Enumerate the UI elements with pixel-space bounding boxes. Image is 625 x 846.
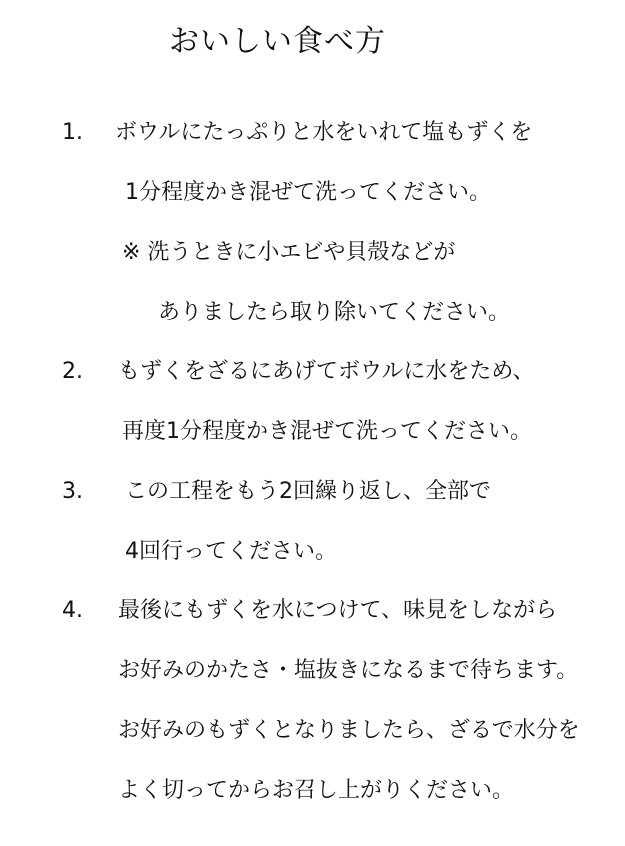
step-2-line-2: 再度1分程度かき混ぜて洗ってください。	[122, 419, 532, 444]
page-title: おいしい食べ方	[169, 24, 386, 59]
step-1-line-2: 1分程度かき混ぜて洗ってください。	[125, 180, 491, 205]
step-4-line-3: お好みのもずくとなりましたら、ざるで水分を	[118, 718, 580, 743]
step-2-line-1: もずくをざるにあげてボウルに水をため、	[118, 359, 535, 384]
step-1-number: 1.	[62, 120, 83, 145]
step-1-note-line-1: ※ 洗うときに小エビや貝殻などが	[122, 240, 456, 265]
step-3-line-2: 4回行ってください。	[125, 539, 337, 564]
step-4-line-4: よく切ってからお召し上がりください。	[118, 778, 515, 803]
step-3-line-1: この工程をもう2回繰り返し、全部で	[125, 479, 491, 504]
step-4-line-1: 最後にもずくを水につけて、味見をしながら	[118, 598, 558, 623]
step-4-number: 4.	[62, 598, 83, 623]
step-4-line-2: お好みのかたさ・塩抜きになるまで待ちます。	[118, 658, 579, 683]
step-1-line-1: ボウルにたっぷりと水をいれて塩もずくを	[115, 120, 533, 145]
step-2-number: 2.	[62, 359, 83, 384]
step-3-number: 3.	[62, 479, 83, 504]
step-1-note-line-2: ありましたら取り除いてください。	[158, 300, 511, 325]
